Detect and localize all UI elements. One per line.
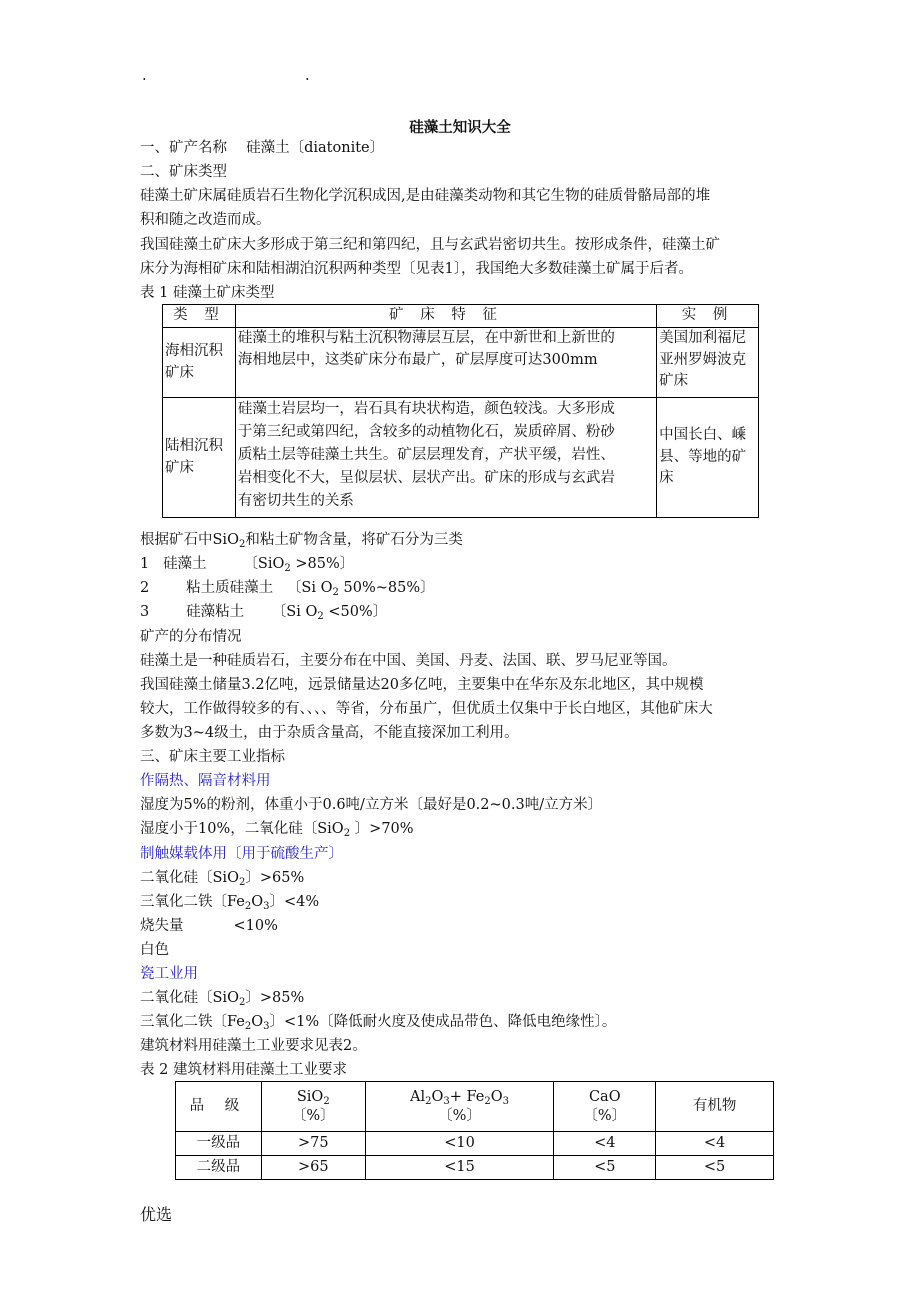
table2-cell: 一级品 — [176, 1132, 262, 1156]
footer-text: 优选 — [140, 1205, 173, 1224]
table1-row-marine — [163, 328, 759, 398]
table1-cell-example: 美国加利福尼 亚州罗姆波克 矿床 — [657, 328, 759, 398]
table1-row-continental — [163, 398, 759, 518]
distribution-paragraph1: 硅藻土是一种硅质岩石，主要分布在中国、美国、丹麦、法国、联、罗马尼亚等国。 — [140, 653, 677, 669]
building-note: 建筑材料用硅藻土工业要求见表2。 — [140, 1038, 367, 1054]
table1-header-row — [163, 305, 759, 328]
distribution-paragraph2-line2: 较大，工作做得较多的有、、、、等省，分布虽广，但优质土仅集中于长白地区，其他矿床大 — [140, 701, 713, 717]
page-title: 硅藻土知识大全 — [409, 119, 511, 136]
insulation-requirement-1: 湿度为5%的粉剂，体重小于0.6吨/立方米〔最好是0.2~0.3吨/立方米〕 — [140, 797, 603, 813]
table1-cell-feature: 硅藻土岩层均一，岩石具有块状构造，颜色较浅。大多形成 于第三纪或第四纪，含较多的动植物化石，炭质碎屑、粉砂 质粘土层等硅藻土共生。矿层层理发育，产状平缓，岩性、 岩相变化不大，呈似层状、层状产出。矿床的形成与玄武岩 有密切共生的关系 — [235, 398, 656, 518]
table1-cell-type: 海相沉积 矿床 — [163, 328, 236, 398]
paragraph-formation-line1: 我国硅藻土矿床大多形成于第三纪和第四纪，且与玄武岩密切共生。按形成条件，硅藻土矿 — [140, 237, 720, 253]
table1-header-type: 类 型 — [163, 305, 236, 328]
table2-header-organic: 有机物 — [656, 1082, 774, 1132]
table2-header-cao: CaO 〔%〕 — [554, 1082, 656, 1132]
paragraph-formation-line2: 床分为海相矿床和陆相湖泊沉积两种类型〔见表1〕，我国绝大多数硅藻土矿属于后者。 — [140, 261, 693, 277]
deposit-type-table — [162, 304, 759, 518]
table2-cell: <5 — [656, 1156, 774, 1180]
table2-cell: <5 — [554, 1156, 656, 1180]
catalyst-requirement-4: 白色 — [140, 942, 169, 958]
table2-header-sio2: SiO$_2$ 〔%〕 — [261, 1082, 365, 1132]
catalyst-requirement-3: 烧失量 <10% — [140, 918, 278, 934]
table2-cell: <10 — [365, 1132, 554, 1156]
ore-class-3: 3 硅藻粘土 〔Si $O_2 <50\%$〕 — [140, 604, 388, 622]
ceramic-requirement-1: 二氧化硅〔SiO$_2$〕>85% — [140, 990, 305, 1008]
table1-header-feature: 矿 床 特 征 — [235, 305, 656, 328]
table2-cell: <4 — [656, 1132, 774, 1156]
ceramic-requirement-2: 三氧化二铁〔$Fe_2O_3$〕<1%〔降低耐火度及使成品带色、降低电绝缘性〕。 — [140, 1014, 617, 1032]
insulation-title: 作隔热、隔音材料用 — [140, 773, 271, 789]
table2-cell: >65 — [261, 1156, 365, 1180]
distribution-paragraph2-line1: 我国硅藻土储量3.2亿吨，远景储量达20多亿吨，主要集中在华东及东北地区，其中规模 — [140, 677, 704, 693]
table2-row-grade1 — [176, 1132, 774, 1156]
section-deposit-type: 二、矿床类型 — [140, 164, 227, 180]
catalyst-requirement-2: 三氧化二铁〔$Fe_2O_3$〕<4% — [140, 894, 320, 912]
table2-caption: 表 2 建筑材料用硅藻土工业要求 — [140, 1062, 347, 1078]
table1-cell-type: 陆相沉积 矿床 — [163, 398, 236, 518]
table2-header-al-fe: $Al_2O_3+ Fe_2O_3$ 〔%〕 — [365, 1082, 554, 1132]
paragraph-origin-line1: 硅藻土矿床属硅质岩石生物化学沉积成因,是由硅藻类动物和其它生物的硅质骨骼局部的堆 — [140, 188, 711, 204]
table2-header-grade: 品 级 — [176, 1082, 262, 1132]
ore-class-2: 2 粘土质硅藻土 〔Si $O_2$ 50%~85%〕 — [140, 580, 435, 598]
ore-class-1: 1 硅藻土 〔SiO$_2$ >85%〕 — [140, 556, 355, 574]
building-material-table — [175, 1081, 774, 1180]
section-mineral-name: 一、矿产名称 硅藻土〔diatonite〕 — [140, 140, 385, 156]
table1-cell-feature: 硅藻土的堆积与粘土沉积物薄层互层，在中新世和上新世的 海相地层中，这类矿床分布最广，矿层厚度可达300mm — [235, 328, 656, 398]
table1-cell-example: 中国长白、嵊 县、等地的矿 床 — [657, 398, 759, 518]
table1-header-example: 实 例 — [657, 305, 759, 328]
ore-class-intro: 根据矿石中SiO$_2$和粘土矿物含量，将矿石分为三类 — [140, 532, 463, 550]
catalyst-title: 制触媒载体用〔用于硫酸生产〕 — [140, 846, 343, 862]
indicators-heading: 三、矿床主要工业指标 — [140, 749, 285, 765]
header-mark-right: . — [305, 68, 310, 84]
header-mark-left: . — [142, 68, 147, 84]
paragraph-origin-line2: 积和随之改造而成。 — [140, 212, 271, 228]
table2-cell: 二级品 — [176, 1156, 262, 1180]
table2-cell: >75 — [261, 1132, 365, 1156]
distribution-paragraph2-line3: 多数为3~4级土，由于杂质含量高，不能直接深加工利用。 — [140, 725, 519, 741]
table2-row-grade2 — [176, 1156, 774, 1180]
table2-cell: <4 — [554, 1132, 656, 1156]
table1-caption: 表 1 硅藻土矿床类型 — [140, 285, 275, 301]
table2-header-row — [176, 1082, 774, 1132]
ceramic-title: 瓷工业用 — [140, 966, 198, 982]
distribution-heading: 矿产的分布情况 — [140, 629, 242, 645]
insulation-requirement-2: 湿度小于10%，二氧化硅〔SiO$_2$ 〕>70% — [140, 821, 414, 839]
table2-cell: <15 — [365, 1156, 554, 1180]
catalyst-requirement-1: 二氧化硅〔SiO$_2$〕>65% — [140, 870, 305, 888]
